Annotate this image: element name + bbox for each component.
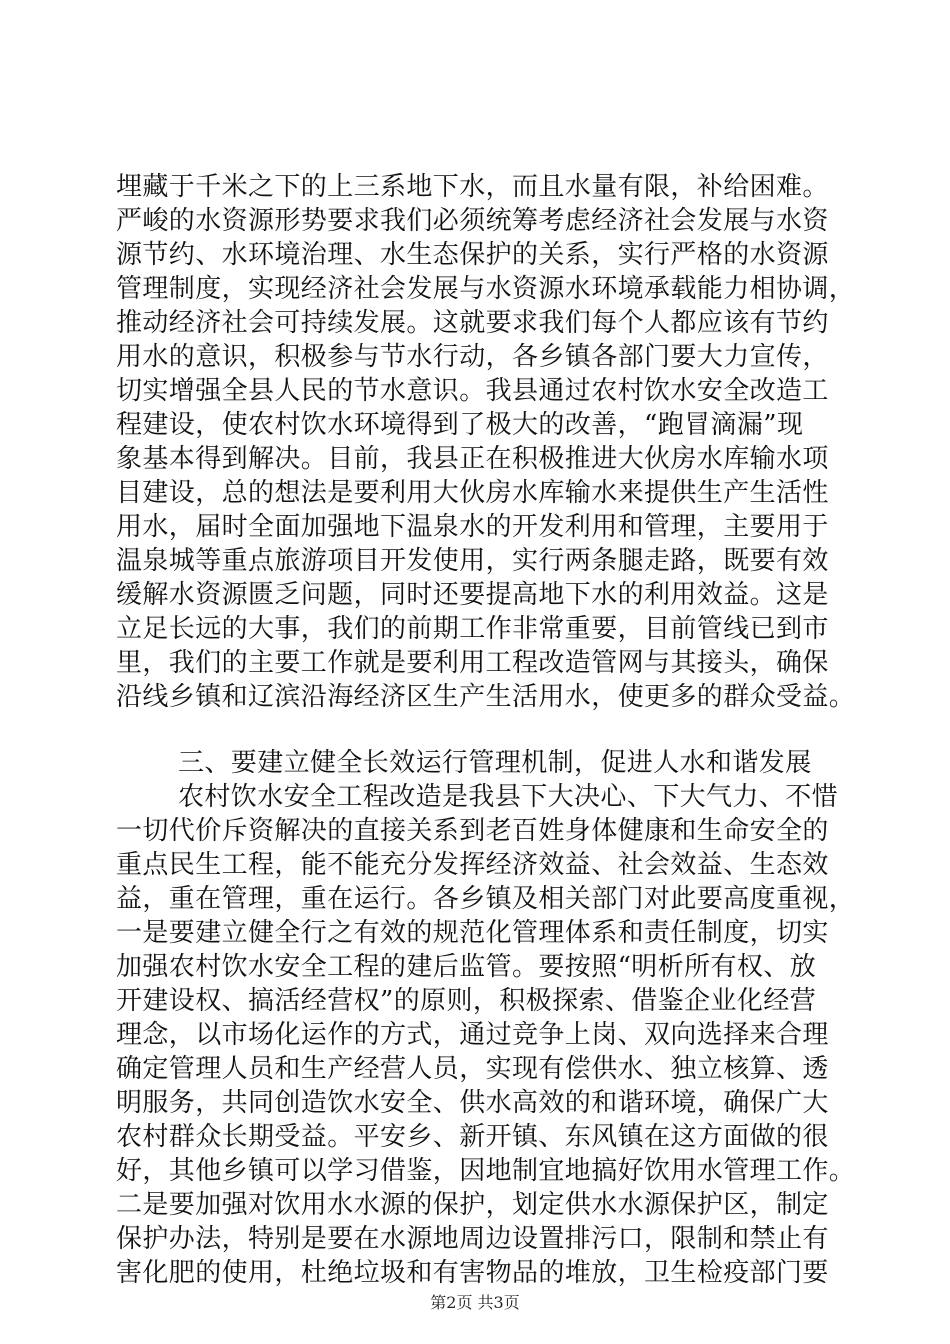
text-line: 害化肥的使用，杜绝垃圾和有害物品的堆放，卫生检疫部门要: [116, 1258, 829, 1288]
text-line: 目建设，总的想法是要利用大伙房水库输水来提供生产生活性: [116, 478, 829, 508]
text-line: 农村群众长期受益。平安乡、新开镇、东风镇在这方面做的很: [116, 1122, 829, 1152]
text-line: 用水，届时全面加强地下温泉水的开发利用和管理，主要用于: [116, 512, 829, 542]
text-line: 好，其他乡镇可以学习借鉴，因地制宜地搞好饮用水管理工作。: [116, 1156, 856, 1186]
text-line: 沿线乡镇和辽滨沿海经济区生产生活用水，使更多的群众受益。: [116, 682, 856, 712]
text-line: 立足长远的大事，我们的前期工作非常重要，目前管线已到市: [116, 614, 829, 644]
text-line: 象基本得到解决。目前，我县正在积极推进大伙房水库输水项: [116, 444, 829, 474]
text-line: 确定管理人员和生产经营人员，实现有偿供水、独立核算、透: [116, 1054, 829, 1084]
text-line: 二是要加强对饮用水水源的保护，划定供水水源保护区，制定: [116, 1190, 829, 1220]
text-line: 里，我们的主要工作就是要利用工程改造管网与其接头，确保: [116, 648, 829, 678]
text-line: 一切代价斥资解决的直接关系到老百姓身体健康和生命安全的: [116, 816, 829, 846]
text-line: 推动经济社会可持续发展。这就要求我们每个人都应该有节约: [116, 308, 829, 338]
text-line: 管理制度，实现经济社会发展与水资源水环境承载能力相协调，: [116, 274, 856, 304]
text-line: 温泉城等重点旅游项目开发使用，实行两条腿走路，既要有效: [116, 546, 829, 576]
text-line: 缓解水资源匮乏问题，同时还要提高地下水的利用效益。这是: [116, 580, 829, 610]
text-line: 加强农村饮水安全工程的建后监管。要按照“明析所有权、放: [116, 952, 817, 982]
text-line: 开建设权、搞活经营权”的原则，积极探索、借鉴企业化经营: [116, 986, 817, 1016]
section-heading: 三、要建立健全长效运行管理机制，促进人水和谐发展: [178, 748, 812, 778]
text-line: 切实增强全县人民的节水意识。我县通过农村饮水安全改造工: [116, 376, 829, 406]
text-line: 程建设，使农村饮水环境得到了极大的改善，“跑冒滴漏”现: [116, 410, 804, 440]
text-line: 重点民生工程，能不能充分发挥经济效益、社会效益、生态效: [116, 850, 829, 880]
text-line: 理念，以市场化运作的方式，通过竞争上岗、双向选择来合理: [116, 1020, 829, 1050]
page-number: 第2页 共3页: [430, 1293, 520, 1312]
text-line: 埋藏于千米之下的上三系地下水，而且水量有限，补给困难。: [116, 172, 829, 202]
text-line: 益，重在管理，重在运行。各乡镇及相关部门对此要高度重视，: [116, 884, 856, 914]
text-line: 保护办法，特别是要在水源地周边设置排污口，限制和禁止有: [116, 1224, 829, 1254]
text-line: 明服务，共同创造饮水安全、供水高效的和谐环境，确保广大: [116, 1088, 829, 1118]
text-line: 严峻的水资源形势要求我们必须统筹考虑经济社会发展与水资: [116, 206, 829, 236]
text-line: 一是要建立健全行之有效的规范化管理体系和责任制度，切实: [116, 918, 829, 948]
text-line: 农村饮水安全工程改造是我县下大决心、下大气力、不惜: [178, 782, 839, 812]
text-line: 源节约、水环境治理、水生态保护的关系，实行严格的水资源: [116, 240, 829, 270]
text-line: 用水的意识，积极参与节水行动，各乡镇各部门要大力宣传，: [116, 342, 829, 372]
